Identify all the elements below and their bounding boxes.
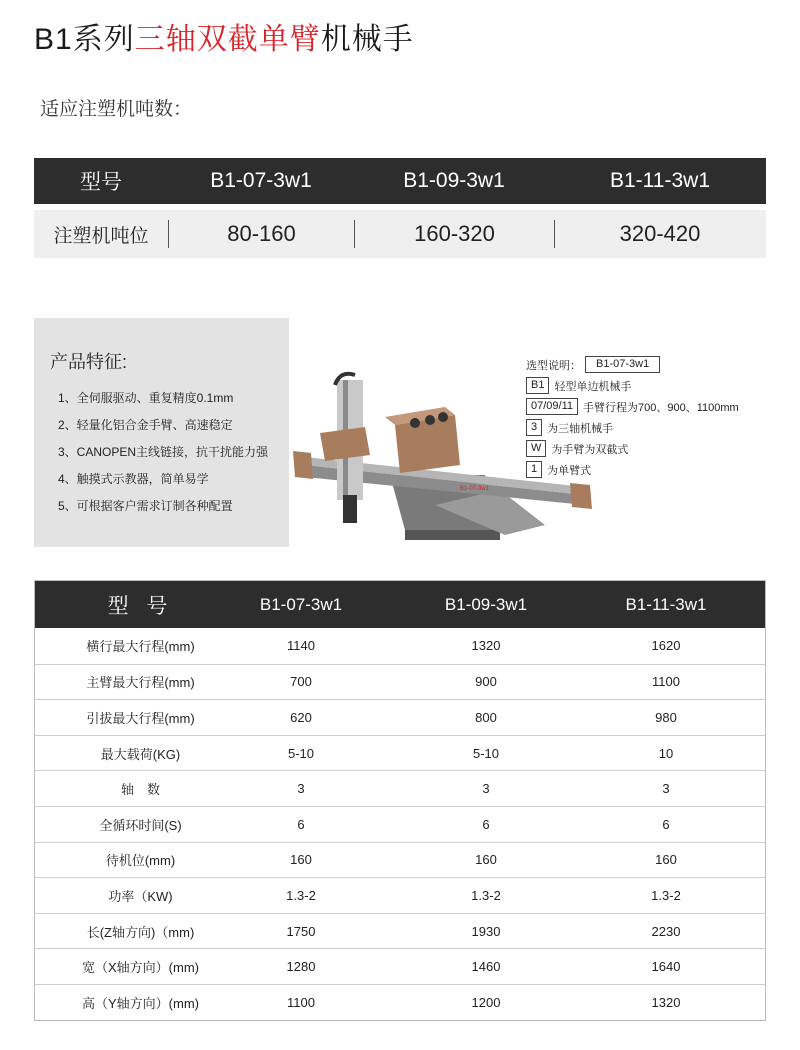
- title-highlight: 三轴双截单臂: [134, 23, 321, 56]
- tonnage-table: [34, 158, 766, 258]
- spec-row-label: 待机位(mm): [105, 853, 176, 869]
- carriage-knob: [438, 412, 448, 422]
- spec-header-b1-11: B1-11-3w1: [625, 594, 707, 614]
- feature-item: 4、触摸式示教器，简单易学: [58, 472, 209, 486]
- tonnage-header-b1-07: B1-07-3w1: [210, 169, 312, 192]
- legend-desc: 为手臂为双截式: [551, 443, 629, 456]
- spec-row-label: 宽（X轴方向）(mm): [82, 960, 199, 976]
- spec-row-label: 横行最大行程(mm): [86, 639, 195, 655]
- legend-desc: 为三轴机械手: [547, 422, 614, 435]
- spec-table-row: [35, 699, 765, 735]
- tonnage-table-row: [34, 210, 766, 258]
- arm-slide-housing: [320, 427, 370, 461]
- legend-code: B1: [526, 377, 549, 394]
- spec-cell: 6: [662, 816, 670, 832]
- legend-code: W: [526, 440, 546, 457]
- spec-cell: 620: [290, 709, 312, 725]
- spec-cell: 5-10: [287, 745, 315, 761]
- features-panel: [34, 318, 289, 547]
- legend-item: [526, 396, 739, 417]
- legend-item: [526, 438, 739, 459]
- legend-model: B1-07-3w1: [585, 356, 660, 373]
- spec-cell: 160: [475, 852, 497, 868]
- spec-cell: 1320: [471, 638, 501, 654]
- spec-cell: 6: [297, 816, 305, 832]
- carriage-knob: [425, 415, 435, 425]
- feature-item: 5、可根据客户需求订制各种配置: [58, 499, 233, 513]
- spec-cell: 1.3-2: [286, 887, 316, 903]
- legend-item: [526, 459, 739, 480]
- spec-cell: 1100: [652, 674, 680, 690]
- spec-cell: 1200: [471, 994, 501, 1010]
- legend-item: [526, 375, 739, 396]
- spec-row-label: 主臂最大行程(mm): [86, 675, 195, 691]
- spec-table-row: [35, 877, 765, 913]
- legend-desc: 手臂行程为700、900、1100mm: [583, 401, 739, 414]
- spec-table-row: [35, 770, 765, 806]
- model-legend: [526, 354, 739, 480]
- tonnage-table-header: [34, 158, 766, 204]
- legend-desc: 轻型单边机械手: [554, 380, 632, 393]
- spec-cell: 6: [482, 816, 490, 832]
- robot-base-foot: [405, 530, 500, 540]
- spec-cell: 3: [662, 781, 670, 797]
- spec-cell: 1620: [651, 638, 681, 654]
- feature-item: 1、全伺服驱动、重复精度0.1mm: [58, 391, 234, 405]
- feature-item: 3、CANOPEN主线链接，抗干扰能力强: [58, 445, 269, 459]
- title-suffix: 机械手: [320, 23, 414, 56]
- spec-header-model: 型 号: [107, 594, 174, 618]
- spec-row-label: 高（Y轴方向）(mm): [82, 995, 199, 1011]
- spec-cell: 1.3-2: [471, 887, 501, 903]
- robot-label: B1-07-3w1: [460, 486, 490, 492]
- spec-cell: 2230: [651, 923, 681, 939]
- beam-end-cap: [293, 451, 313, 479]
- legend-code: 3: [526, 419, 542, 436]
- tonnage-value-b1-11: 320-420: [619, 221, 701, 246]
- spec-row-label: 最大载荷(KG): [100, 746, 181, 762]
- spec-table-body: [35, 628, 765, 1020]
- page-title: [34, 14, 414, 58]
- spec-cell: 1140: [287, 638, 315, 654]
- tonnage-value-b1-07: 80-160: [227, 221, 296, 246]
- spec-row-label: 长(Z轴方向)（mm): [86, 924, 195, 940]
- spec-row-label: 全循环时间(S): [99, 817, 182, 833]
- spec-cell: 3: [482, 781, 490, 797]
- spec-table-row: [35, 984, 765, 1020]
- spec-cell: 1280: [286, 959, 316, 975]
- spec-cell: 1750: [286, 923, 316, 939]
- tonnage-header-b1-11: B1-11-3w1: [610, 169, 710, 192]
- features-list: [58, 388, 268, 523]
- spec-row-label: 引拔最大行程(mm): [86, 710, 195, 726]
- spec-table-row: [35, 913, 765, 949]
- beam-end-cap: [570, 483, 592, 509]
- spec-cell: 1930: [471, 923, 501, 939]
- spec-header-b1-09: B1-09-3w1: [444, 594, 528, 614]
- carriage-knob: [410, 418, 420, 428]
- tonnage-subtitle: 适应注塑机吨数：: [40, 99, 193, 120]
- tonnage-header-b1-09: B1-09-3w1: [403, 169, 505, 192]
- spec-table-header: [35, 581, 765, 628]
- spec-cell: 900: [475, 674, 497, 690]
- spec-cell: 700: [290, 674, 312, 690]
- legend-code: 07/09/11: [526, 398, 578, 415]
- spec-table-row: [35, 948, 765, 984]
- gripper: [343, 495, 357, 523]
- spec-header-b1-07: B1-07-3w1: [259, 594, 343, 614]
- spec-table-row: [35, 628, 765, 664]
- spec-cell: 1460: [471, 959, 501, 975]
- spec-cell: 980: [655, 709, 677, 725]
- spec-row-label: 轴 数: [120, 782, 160, 798]
- spec-row-label: 功率（KW): [108, 888, 173, 904]
- spec-cell: 1640: [651, 959, 681, 975]
- spec-cell: 1320: [651, 994, 681, 1010]
- title-prefix: B1系列: [34, 23, 135, 56]
- tonnage-row-label: 注塑机吨位: [53, 225, 149, 247]
- spec-table-row: [35, 664, 765, 700]
- spec-cell: 10: [658, 745, 674, 761]
- spec-table-row: [35, 735, 765, 771]
- legend-item: [526, 417, 739, 438]
- tonnage-value-b1-09: 160-320: [414, 221, 495, 246]
- spec-table: [34, 580, 766, 1021]
- spec-cell: 1100: [287, 994, 315, 1010]
- feature-item: 2、轻量化铝合金手臂、高速稳定: [58, 418, 233, 432]
- legend-code: 1: [526, 461, 542, 478]
- spec-cell: 1.3-2: [651, 887, 681, 903]
- spec-cell: 800: [475, 709, 497, 725]
- tonnage-header-model: 型号: [80, 171, 122, 194]
- features-title: 产品特征:: [50, 352, 128, 372]
- spec-table-row: [35, 806, 765, 842]
- spec-cell: 160: [290, 852, 312, 868]
- spec-cell: 160: [655, 852, 677, 868]
- spec-table-row: [35, 842, 765, 878]
- legend-label: 选型说明：: [526, 359, 581, 372]
- legend-header: [526, 354, 739, 375]
- spec-cell: 5-10: [472, 745, 500, 761]
- legend-desc: 为单臂式: [547, 464, 592, 477]
- spec-cell: 3: [297, 781, 305, 797]
